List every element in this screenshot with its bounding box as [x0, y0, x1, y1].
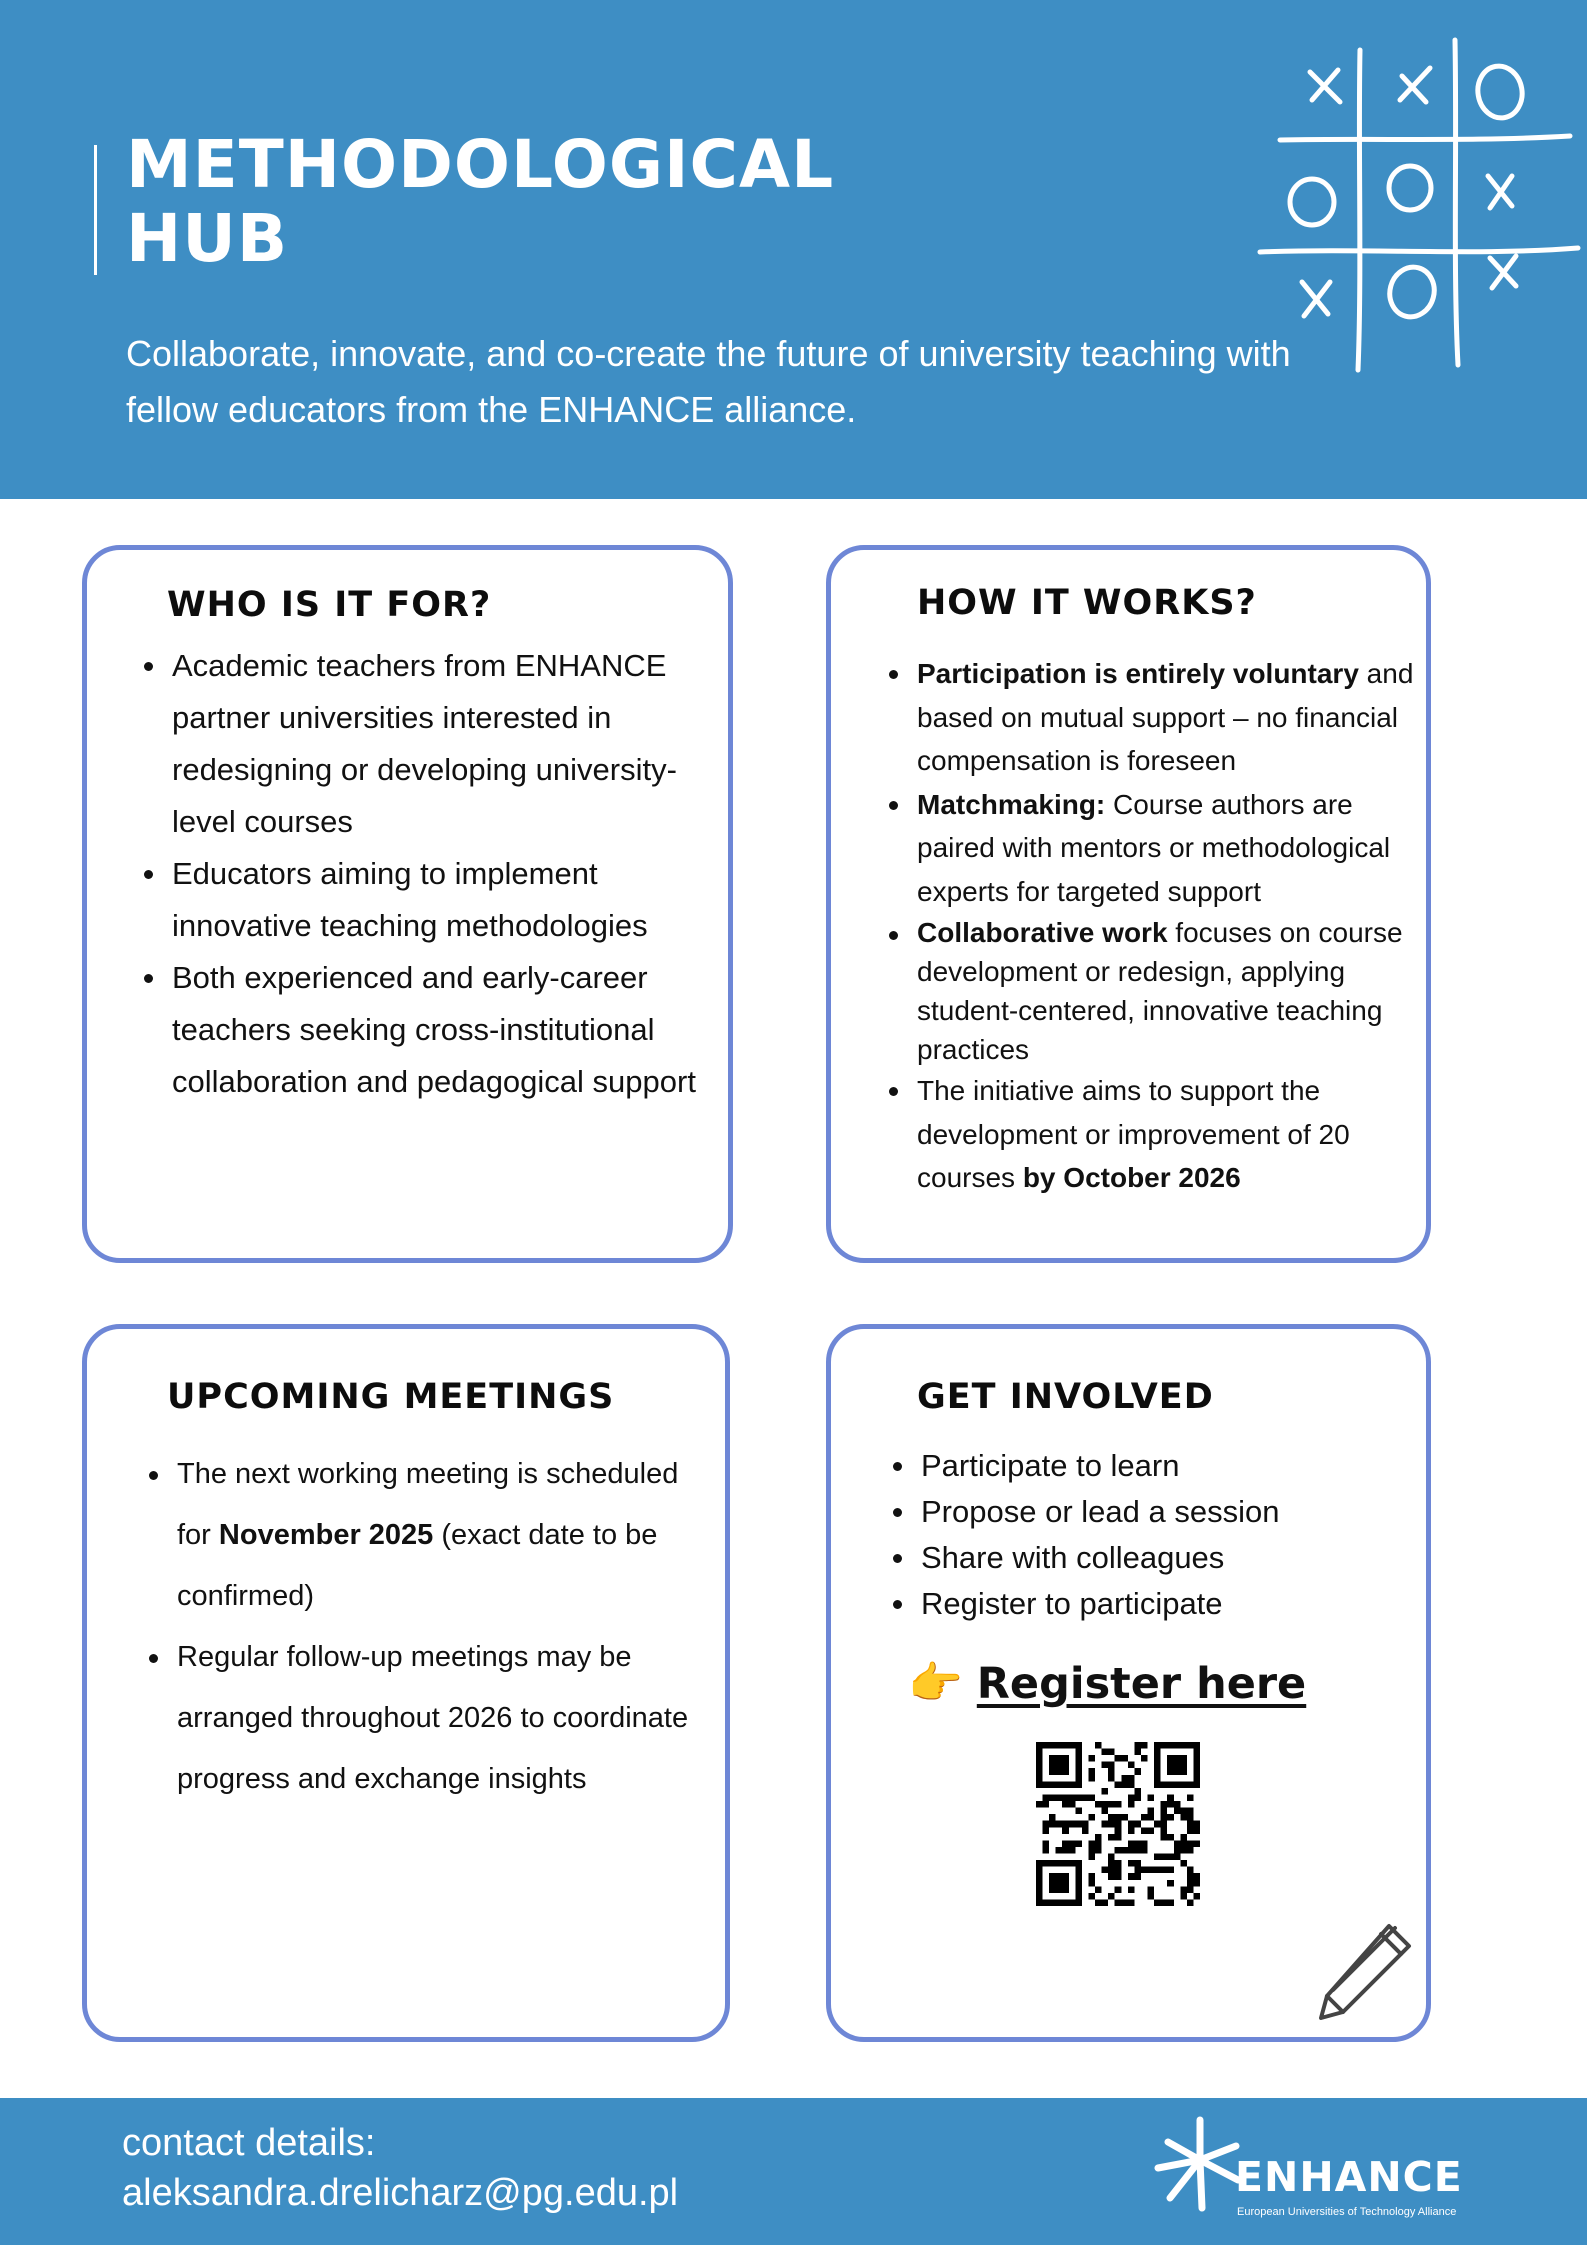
list-item: Regular follow-up meetings may be arranged throughout 2026 to coordinate progress and exchange insights — [147, 1627, 707, 1810]
list-item-bold: Collaborative work — [917, 917, 1168, 948]
contact-label: contact details: — [122, 2122, 376, 2164]
list-item-text: The initiative aims to support the development or improvement of 20 courses — [917, 1075, 1350, 1193]
list-item-text: Course authors are paired with mentors or methodological experts for targeted support — [917, 788, 1391, 907]
list-item — [887, 652, 1417, 783]
how-it-works-card — [826, 545, 1431, 1263]
list-item: Register to participate — [891, 1581, 1391, 1627]
list-item-bold: Matchmaking: — [917, 788, 1106, 820]
register-here-link[interactable]: Register here — [976, 1659, 1307, 1709]
register-link-row[interactable] — [908, 1659, 1306, 1709]
list-item-text: focuses on course development or redesign, applying student-centered, innovative teaching practices — [917, 917, 1403, 1065]
list-item — [887, 783, 1417, 914]
get-involved-card — [826, 1324, 1431, 2042]
logo-wordmark: ENHANCE — [1235, 2153, 1463, 2201]
list-item-text: (exact date to be confirmed) — [177, 1519, 658, 1612]
who-is-it-for-card — [82, 545, 733, 1263]
meetings-heading: UPCOMING MEETINGS — [167, 1377, 615, 1417]
list-item: Propose or lead a session — [891, 1489, 1391, 1535]
contact-email-link[interactable]: aleksandra.drelicharz@pg.edu.pl — [122, 2172, 679, 2214]
involved-heading: GET INVOLVED — [917, 1377, 1214, 1417]
list-item-text: The next working meeting is scheduled for — [177, 1458, 679, 1551]
who-heading: WHO IS IT FOR? — [167, 585, 492, 625]
pencil-icon — [1311, 1914, 1421, 2024]
list-item-bold: Participation is entirely voluntary — [917, 658, 1359, 689]
list-item — [887, 1069, 1417, 1200]
who-list — [142, 640, 712, 1108]
enhance-logo — [1140, 2108, 1470, 2234]
list-item-text: and based on mutual support – no financial compensation is foreseen — [917, 658, 1414, 776]
list-item-bold: November 2025 — [218, 1519, 434, 1551]
list-item: Academic teachers from ENHANCE partner universities interested in redesigning or developing university-level courses — [142, 640, 712, 848]
title-accent-line — [94, 145, 97, 275]
logo-tagline: European Universities of Technology Alliance — [1237, 2206, 1457, 2218]
title-line-2: HUB — [126, 200, 289, 277]
title-line-1: METHODOLOGICAL — [126, 126, 835, 203]
meetings-list — [147, 1444, 707, 1810]
how-heading: HOW IT WORKS? — [917, 583, 1257, 623]
upcoming-meetings-card — [82, 1324, 730, 2042]
list-item-bold: by October 2026 — [1022, 1162, 1241, 1193]
tic-tac-toe-doodle — [1250, 30, 1587, 390]
involved-list — [891, 1443, 1391, 1627]
page-subtitle: Collaborate, innovate, and co-create the future of university teaching with fellow educators from the ENHANCE alliance. — [126, 333, 1291, 430]
list-item: Participate to learn — [891, 1443, 1391, 1489]
list-item — [147, 1444, 707, 1627]
pointing-hand-icon: 👉 — [908, 1659, 963, 1708]
list-item: Both experienced and early-career teachers seeking cross-institutional collaboration and pedagogical support — [142, 952, 712, 1108]
registration-qr-code[interactable] — [1036, 1742, 1200, 1906]
list-item — [887, 913, 1417, 1069]
how-list — [887, 652, 1417, 1200]
list-item: Educators aiming to implement innovative teaching methodologies — [142, 848, 712, 952]
page-title — [126, 128, 834, 276]
list-item: Share with colleagues — [891, 1535, 1391, 1581]
